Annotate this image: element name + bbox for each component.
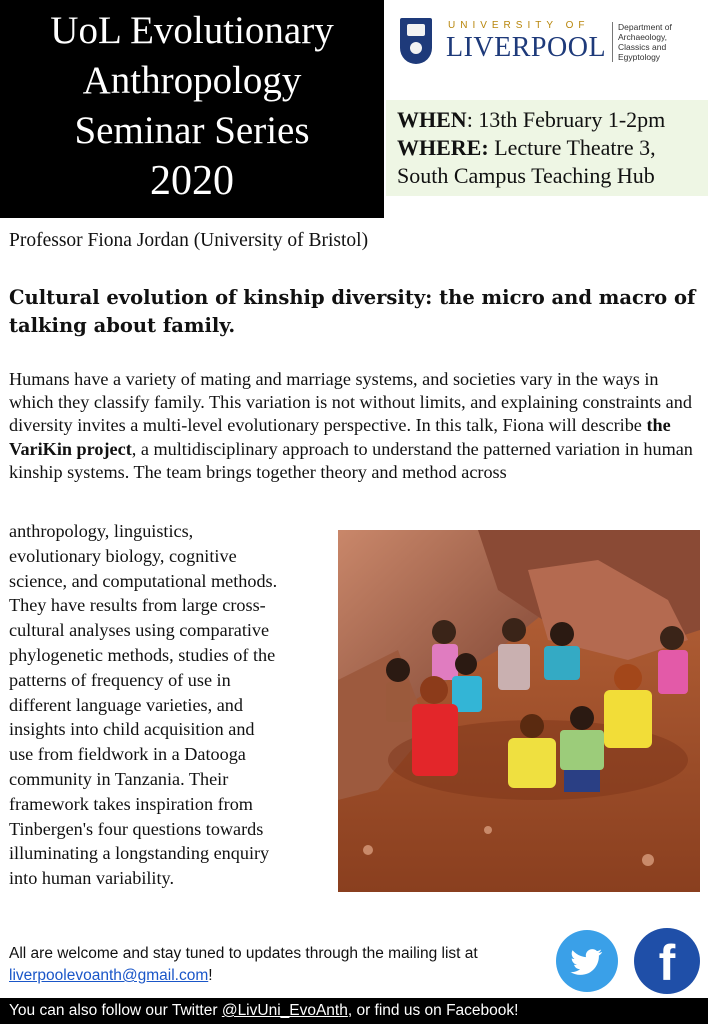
doll (432, 620, 458, 680)
social-follow-bar (0, 998, 708, 1024)
abstract-paragraph (9, 368, 704, 484)
abstract-line: They have results from large cross- (9, 595, 266, 616)
series-title-year: 2020 (150, 158, 234, 204)
university-shield-icon (400, 18, 432, 64)
abstract-line: use from fieldwork in a Datooga (9, 744, 246, 765)
abstract-part-1: Humans have a variety of mating and marriage systems, and societies vary in the ways in which they classify family. This variation is not without limits, and explaining constraints and diversity invites a multi-level evolutionary perspective. In this talk, Fiona will describe (9, 369, 692, 436)
department-name: Department of Archaeology, Classics and Egyptology (612, 22, 698, 62)
when-line (397, 106, 708, 134)
abstract-line: framework takes inspiration from (9, 793, 253, 814)
university-name: LIVERPOOL (446, 32, 607, 63)
series-title-line-1: UoL Evolutionary (50, 9, 334, 52)
abstract-line: different language varieties, and (9, 694, 243, 715)
university-of-text: UNIVERSITY OF (448, 20, 590, 31)
doll (498, 618, 530, 690)
welcome-message (9, 943, 514, 987)
event-details-box (386, 100, 708, 196)
abstract-line: into human variability. (9, 868, 175, 889)
abstract-line: phylogenetic methods, studies of the (9, 644, 276, 665)
speaker-name: Professor Fiona Jordan (University of Bristol) (9, 230, 369, 251)
where-value: Lecture Theatre 3, (488, 135, 656, 160)
welcome-text-end: ! (208, 967, 213, 984)
dolls-photo-illustration (338, 530, 700, 892)
doll (658, 626, 688, 694)
twitter-bird-icon[interactable] (556, 930, 618, 992)
facebook-f-icon[interactable]: f (634, 928, 700, 994)
where-line-2: South Campus Teaching Hub (397, 163, 655, 188)
follow-text: You can also follow our Twitter (9, 1002, 222, 1019)
when-value: : 13th February 1-2pm (466, 107, 666, 132)
abstract-line: patterns of frequency of use in (9, 669, 231, 690)
abstract-line: science, and computational methods. (9, 570, 278, 591)
where-line (397, 134, 708, 162)
abstract-line: evolutionary biology, cognitive (9, 545, 237, 566)
twitter-handle-link[interactable]: @LivUni_EvoAnth (221, 1002, 348, 1019)
series-title-line-3: Seminar Series (74, 109, 310, 152)
series-title-line-2: Anthropology (82, 59, 302, 102)
mailing-list-email-link[interactable]: liverpoolevoanth@gmail.com (9, 967, 209, 984)
talk-title: Cultural evolution of kinship diversity: the micro and macro of talking about family. (9, 286, 696, 337)
abstract-line: illuminating a longstanding enquiry (9, 843, 270, 864)
abstract-part-2: , a multidisciplinary approach to understand the patterned variation in human kinship systems. The team brings together theory and method across (9, 438, 693, 482)
kinship-dolls-photo (338, 530, 700, 892)
doll (386, 658, 410, 722)
series-title-box (0, 0, 384, 218)
university-logo (400, 18, 690, 70)
follow-text-end: , or find us on Facebook! (347, 1002, 519, 1019)
abstract-line: insights into child acquisition and (9, 719, 255, 740)
where-label: WHERE: (397, 135, 489, 160)
when-label: WHEN (397, 107, 467, 132)
abstract-line: community in Tanzania. Their (9, 768, 229, 789)
abstract-line: anthropology, linguistics, (9, 521, 194, 541)
varikin-project-name: the VariKin project (9, 415, 671, 459)
abstract-continued (9, 519, 339, 891)
abstract-line: Tinbergen's four questions towards (9, 818, 264, 839)
welcome-text: All are welcome and stay tuned to updates through the mailing list at (9, 945, 478, 962)
abstract-line: cultural analyses using comparative (9, 620, 270, 641)
